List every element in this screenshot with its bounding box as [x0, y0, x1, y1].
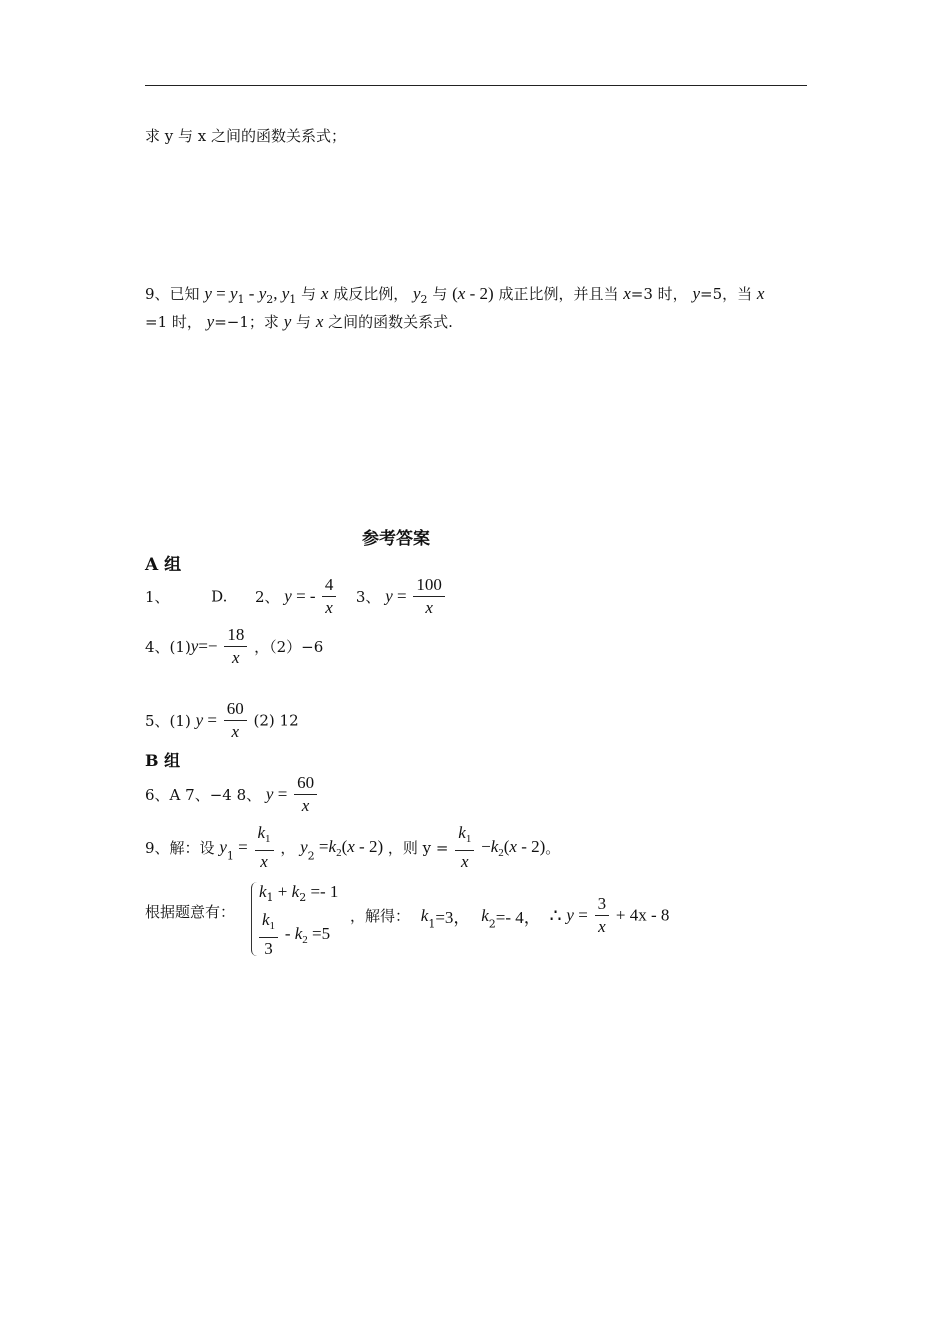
- group-b-heading: B 组: [145, 751, 181, 770]
- answer-1-3: 1、 D. 2、 y = - $\frac{4}{x}$ 3、 y = $\frac{100}{x}$: [145, 574, 447, 619]
- therefore-symbol: ∴: [549, 904, 562, 927]
- fraction: $\frac{3}{x}$: [595, 893, 610, 938]
- answer-6-8: 6、A 7、−4 8、 y = $\frac{60}{x}$: [145, 772, 319, 817]
- question-9-line-1: 9、已知 $y = y_1 - y_2$, $y_1$ 与 x 成反比例， $y_2$ 与 (x - 2) 成正比例，并且当 x=3 时， y=5，当 x: [145, 284, 765, 306]
- group-a-heading: A 组: [145, 555, 182, 575]
- answer-9-setup: 9、解：设 $y_1$ = $\frac{k_1}{x}$ ， $y_2 =k_2(x - 2)$ ，则 y = $\frac{k_1}{x}$ $-k_2(x - 2)$。: [145, 823, 561, 871]
- solution-line: ，解得： $k_1=3$， $k_2=-$ 4， ∴ y = $\frac{3}{x}$ + 4x - 8: [350, 894, 670, 936]
- question-8-tail: 求 y 与 x 之间的函数关系式；: [145, 127, 347, 145]
- fraction: $\frac{k_1}{x}$: [455, 822, 474, 873]
- fraction: $\frac{4}{x}$: [322, 574, 337, 619]
- fraction: $\frac{60}{x}$: [294, 772, 317, 817]
- fraction: $\frac{100}{x}$: [413, 574, 445, 619]
- fraction: $\frac{60}{x}$: [224, 698, 247, 743]
- fraction: $\frac{k_1}{3}$: [259, 909, 278, 960]
- system-eq-2: $\frac{k_1}{3}$ - $k_2 =5$: [257, 909, 330, 960]
- fraction: $\frac{18}{x}$: [224, 624, 247, 669]
- system-eq-1: $k_1 + k_2 =- 1$: [259, 882, 339, 904]
- answer-5: 5、(1) y = $\frac{60}{x}$ (2) 12: [145, 699, 299, 741]
- system-label: 根据题意有：: [145, 903, 236, 921]
- header-rule: [145, 85, 807, 86]
- math-expr: y: [204, 284, 212, 303]
- answers-title: 参考答案: [362, 529, 430, 549]
- answer-4: 4、(1)y=− $\frac{18}{x}$ ，（2）−6: [145, 625, 324, 667]
- fraction: $\frac{k_1}{x}$: [255, 822, 274, 873]
- question-9-line-2: =1 时， y=−1；求 y 与 x 之间的函数关系式.: [145, 312, 453, 331]
